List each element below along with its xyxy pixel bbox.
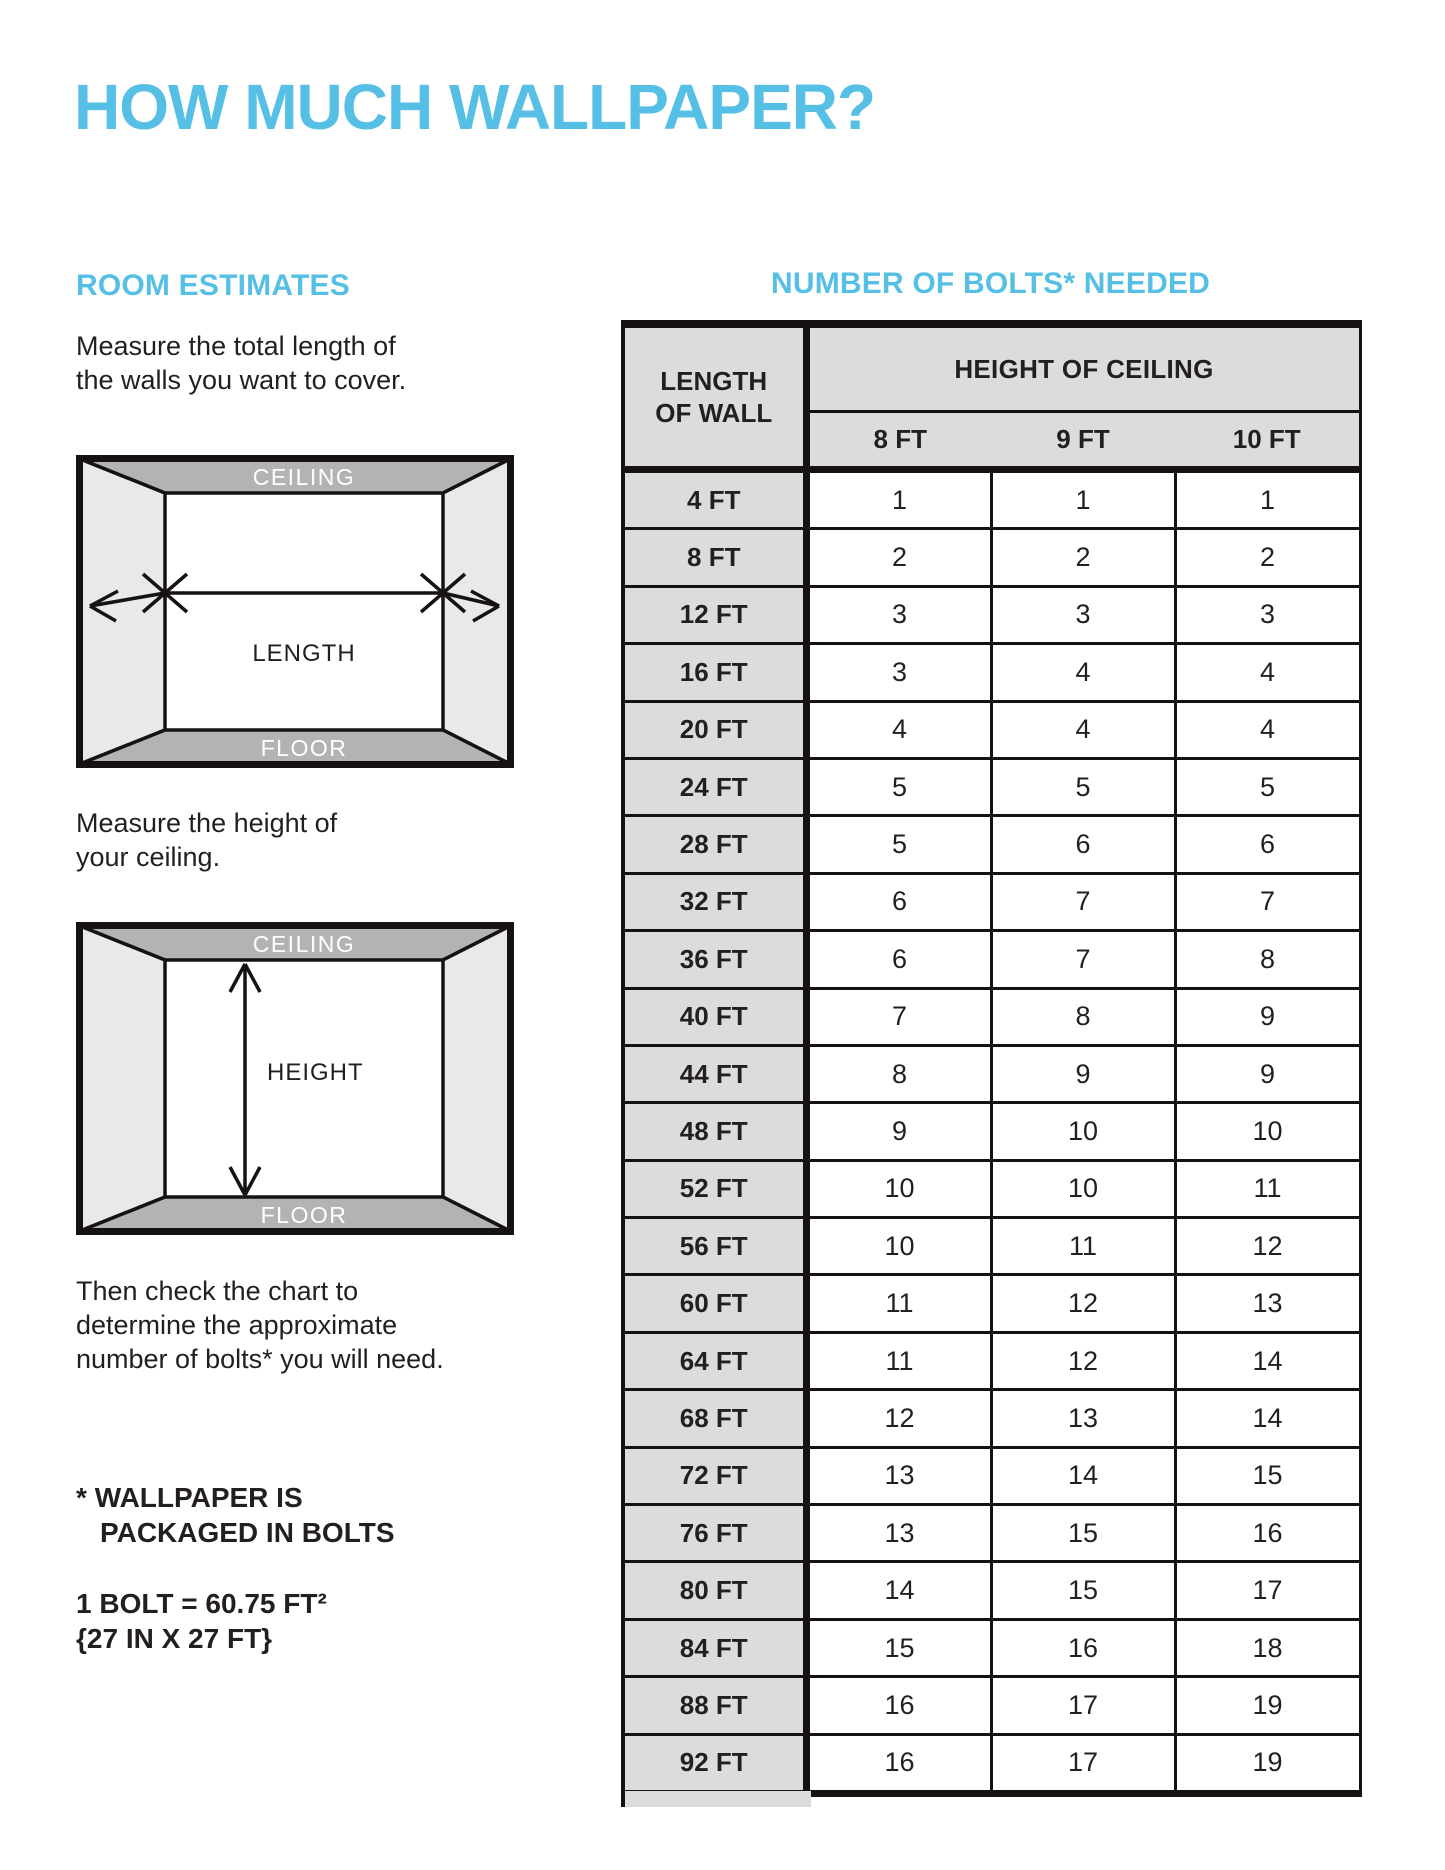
bolts-value-cell: 15	[991, 1505, 1175, 1562]
bolts-value-cell: 4	[991, 644, 1175, 701]
table-row	[623, 470, 1360, 529]
instruction-line: your ceiling.	[76, 842, 221, 872]
bolts-value-cell: 10	[991, 1160, 1175, 1217]
wall-length-cell: 72 FT	[623, 1447, 806, 1504]
length-label: LENGTH	[252, 640, 356, 667]
wall-length-cell: 4 FT	[623, 470, 806, 529]
wall-length-cell: 16 FT	[623, 644, 806, 701]
table-row	[623, 1562, 1360, 1619]
footnote-line: PACKAGED IN BOLTS	[100, 1517, 395, 1548]
bolts-footnote	[76, 1480, 395, 1550]
bolts-needed-heading: NUMBER OF BOLTS* NEEDED	[770, 267, 1211, 300]
instruction-line: Measure the height of	[76, 808, 338, 838]
wall-length-cell: 36 FT	[623, 931, 806, 988]
bolts-value-cell: 13	[991, 1390, 1175, 1447]
bolts-value-cell: 4	[1175, 701, 1360, 758]
wall-length-cell: 76 FT	[623, 1505, 806, 1562]
bolts-value-cell: 7	[1175, 873, 1360, 930]
instruction-line: Then check the chart to	[76, 1276, 359, 1306]
asterisk-marker: *	[76, 1482, 87, 1513]
table-row	[623, 816, 1360, 873]
bolts-table	[621, 320, 1362, 1797]
table-row	[623, 586, 1360, 643]
page-title: HOW MUCH WALLPAPER?	[74, 71, 876, 143]
bolts-value-cell: 9	[806, 1103, 991, 1160]
bolts-value-cell: 12	[991, 1275, 1175, 1332]
bolts-value-cell: 6	[1175, 816, 1360, 873]
bolts-value-cell: 5	[806, 758, 991, 815]
bolt-definition	[76, 1586, 327, 1656]
bolts-value-cell: 13	[806, 1505, 991, 1562]
table-row	[623, 1103, 1360, 1160]
bolts-value-cell: 16	[991, 1619, 1175, 1676]
bolts-value-cell: 13	[1175, 1275, 1360, 1332]
bolts-value-cell: 8	[806, 1045, 991, 1102]
table-row	[623, 1619, 1360, 1676]
wall-length-cell: 56 FT	[623, 1218, 806, 1275]
bolts-value-cell: 6	[806, 931, 991, 988]
bolts-value-cell: 5	[806, 816, 991, 873]
wall-length-cell: 48 FT	[623, 1103, 806, 1160]
length-room-diagram	[76, 455, 514, 768]
height-room-diagram	[76, 922, 514, 1235]
wall-length-cell: 88 FT	[623, 1677, 806, 1734]
instruction-line: the walls you want to cover.	[76, 365, 407, 395]
table-row	[623, 1447, 1360, 1504]
bolts-value-cell: 9	[1175, 1045, 1360, 1102]
bolts-value-cell: 11	[806, 1332, 991, 1389]
bolts-value-cell: 17	[991, 1677, 1175, 1734]
bolts-value-cell: 11	[991, 1218, 1175, 1275]
bolts-value-cell: 12	[1175, 1218, 1360, 1275]
bolts-value-cell: 9	[1175, 988, 1360, 1045]
table-row	[623, 758, 1360, 815]
table-row	[623, 1734, 1360, 1793]
bolts-value-cell: 10	[991, 1103, 1175, 1160]
bolt-definition-line: 1 BOLT = 60.75 FT²	[76, 1588, 327, 1619]
table-row	[623, 1390, 1360, 1447]
bolts-value-cell: 1	[806, 470, 991, 529]
bolts-value-cell: 5	[1175, 758, 1360, 815]
bolts-value-cell: 13	[806, 1447, 991, 1504]
floor-label: FLOOR	[260, 735, 348, 761]
bolts-value-cell: 15	[1175, 1447, 1360, 1504]
wall-length-cell: 64 FT	[623, 1332, 806, 1389]
ceiling-label: CEILING	[252, 931, 356, 957]
bolts-value-cell: 4	[806, 701, 991, 758]
bolts-value-cell: 8	[991, 988, 1175, 1045]
bolts-value-cell: 14	[991, 1447, 1175, 1504]
bolts-value-cell: 9	[991, 1045, 1175, 1102]
bolts-value-cell: 4	[1175, 644, 1360, 701]
bolts-value-cell: 2	[1175, 529, 1360, 586]
bolts-value-cell: 10	[1175, 1103, 1360, 1160]
bolts-value-cell: 1	[991, 470, 1175, 529]
bolts-value-cell: 8	[1175, 931, 1360, 988]
height-label: HEIGHT	[267, 1059, 364, 1086]
instruction-measure-length	[76, 329, 406, 397]
height-dimension-arrow	[230, 964, 260, 1195]
wall-length-cell: 44 FT	[623, 1045, 806, 1102]
bolts-value-cell: 7	[991, 931, 1175, 988]
table-row	[623, 644, 1360, 701]
room-estimates-heading: ROOM ESTIMATES	[76, 269, 350, 302]
bolts-value-cell: 17	[1175, 1562, 1360, 1619]
bolts-value-cell: 19	[1175, 1677, 1360, 1734]
table-row	[623, 529, 1360, 586]
bolts-value-cell: 14	[806, 1562, 991, 1619]
instruction-check-chart	[76, 1274, 444, 1376]
bolts-value-cell: 7	[806, 988, 991, 1045]
table-row	[623, 1505, 1360, 1562]
bolts-value-cell: 15	[991, 1562, 1175, 1619]
bolts-value-cell: 3	[806, 586, 991, 643]
bolts-value-cell: 6	[806, 873, 991, 930]
bolts-value-cell: 12	[991, 1332, 1175, 1389]
table-row	[623, 1332, 1360, 1389]
bolts-value-cell: 16	[806, 1677, 991, 1734]
bolts-value-cell: 2	[991, 529, 1175, 586]
table-row	[623, 1677, 1360, 1734]
table-row	[623, 873, 1360, 930]
wall-length-cell: 12 FT	[623, 586, 806, 643]
table-row	[623, 1045, 1360, 1102]
table-row	[623, 1160, 1360, 1217]
bolts-value-cell: 14	[1175, 1390, 1360, 1447]
bolt-definition-line: {27 IN X 27 FT}	[76, 1623, 273, 1654]
bolts-table-wrap	[621, 320, 1362, 1797]
column-header-9ft: 9 FT	[991, 412, 1175, 470]
bolts-value-cell: 6	[991, 816, 1175, 873]
bolts-value-cell: 3	[991, 586, 1175, 643]
bolts-table-body	[623, 470, 1360, 1794]
wall-length-cell: 52 FT	[623, 1160, 806, 1217]
wall-length-cell: 28 FT	[623, 816, 806, 873]
bolts-value-cell: 3	[806, 644, 991, 701]
table-row	[623, 1275, 1360, 1332]
group-header-height-of-ceiling: HEIGHT OF CEILING	[806, 324, 1360, 412]
bolts-value-cell: 5	[991, 758, 1175, 815]
bolts-value-cell: 18	[1175, 1619, 1360, 1676]
bolts-value-cell: 19	[1175, 1734, 1360, 1793]
bolts-value-cell: 1	[1175, 470, 1360, 529]
bolts-value-cell: 11	[1175, 1160, 1360, 1217]
wall-length-cell: 80 FT	[623, 1562, 806, 1619]
wall-length-cell: 68 FT	[623, 1390, 806, 1447]
bolts-value-cell: 16	[1175, 1505, 1360, 1562]
row-header-length-of-wall: LENGTH OF WALL	[623, 324, 806, 470]
floor-label: FLOOR	[260, 1202, 348, 1228]
table-row	[623, 988, 1360, 1045]
bolts-value-cell: 10	[806, 1160, 991, 1217]
wall-length-cell: 84 FT	[623, 1619, 806, 1676]
instruction-line: Measure the total length of	[76, 331, 396, 361]
column-header-10ft: 10 FT	[1175, 412, 1360, 470]
bolts-value-cell: 14	[1175, 1332, 1360, 1389]
instruction-measure-height	[76, 806, 337, 874]
instruction-line: determine the approximate	[76, 1310, 398, 1340]
table-row	[623, 701, 1360, 758]
column-header-8ft: 8 FT	[806, 412, 991, 470]
bolts-value-cell: 4	[991, 701, 1175, 758]
bolts-value-cell: 10	[806, 1218, 991, 1275]
wall-length-cell: 40 FT	[623, 988, 806, 1045]
wall-length-cell: 32 FT	[623, 873, 806, 930]
table-row	[623, 931, 1360, 988]
wall-length-cell: 60 FT	[623, 1275, 806, 1332]
instruction-line: number of bolts* you will need.	[76, 1344, 444, 1374]
table-footer-gray-stub	[621, 1791, 811, 1807]
bolts-value-cell: 17	[991, 1734, 1175, 1793]
wall-length-cell: 8 FT	[623, 529, 806, 586]
bolts-value-cell: 15	[806, 1619, 991, 1676]
table-row	[623, 1218, 1360, 1275]
footnote-line: * WALLPAPER IS	[76, 1482, 303, 1513]
bolts-value-cell: 2	[806, 529, 991, 586]
bolts-value-cell: 16	[806, 1734, 991, 1793]
bolts-value-cell: 7	[991, 873, 1175, 930]
bolts-value-cell: 11	[806, 1275, 991, 1332]
bolts-value-cell: 12	[806, 1390, 991, 1447]
wall-length-cell: 92 FT	[623, 1734, 806, 1793]
ceiling-label: CEILING	[252, 464, 356, 490]
bolts-value-cell: 3	[1175, 586, 1360, 643]
wall-length-cell: 24 FT	[623, 758, 806, 815]
wall-length-cell: 20 FT	[623, 701, 806, 758]
